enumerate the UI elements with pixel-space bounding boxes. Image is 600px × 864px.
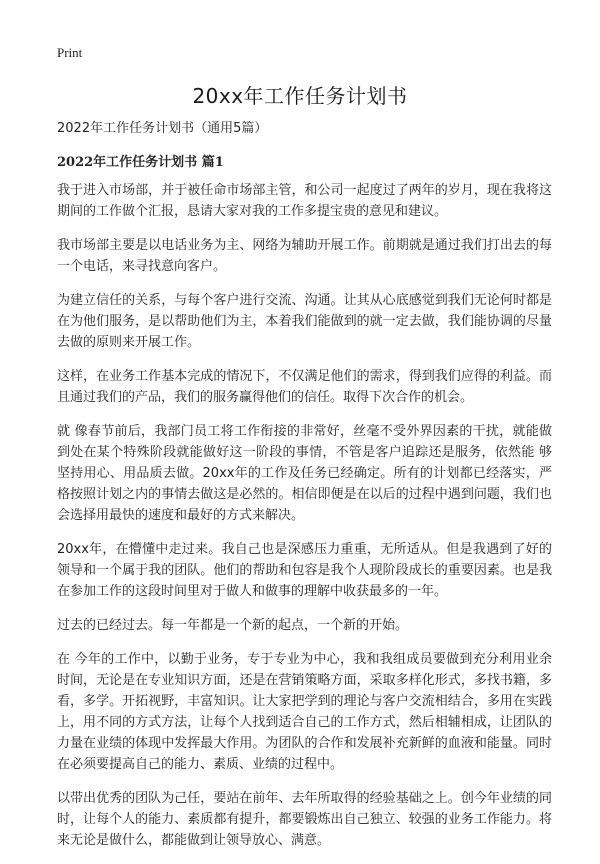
paragraph: 我于进入市场部，并于被任命市场部主管，和公司一起度过了两年的岁月，现在我将这期间的工作做个汇报，恳请大家对我的工作多提宝贵的意见和建议。 bbox=[57, 183, 552, 219]
paragraph: 20xx年，在懵懂中走过来。我自己也是深感压力重重，无所适从。但是我遇到了好的领导和一个属于我的团队。他们的帮助和包容是我个人现阶段成长的重要因素。也是我在参加工作的这段时间里对于做人和做事的理解中收获最多的一年。 bbox=[57, 542, 552, 599]
paragraph: 过去的已经过去。每一年都是一个新的起点，一个新的开始。 bbox=[57, 618, 409, 633]
section-heading: 2022年工作任务计划书 篇1 bbox=[57, 155, 224, 170]
document-subtitle: 2022年工作任务计划书（通用5篇） bbox=[57, 121, 268, 136]
paragraph: 这样，在业务工作基本完成的情况下，不仅满足他们的需求，得到我们应得的利益。而且通过我们的产品，我们的服务赢得他们的信任。取得下次合作的机会。 bbox=[57, 369, 552, 405]
paragraph: 就 像春节前后，我部门员工将工作衔接的非常好，丝毫不受外界因素的干扰，就能做到处在某个特殊阶段就能做好这一阶段的事情，不管是客户追踪还是服务，依然能 够坚持用心、用品质去做。20xx年的工作及任务已经确定。所有的计划都已经落实，严格按照计划之内的事情去做这是必然的。相信即便是在以后的过程中遇到问题，我们也会选择用最快的速度和最好的方式来解决。 bbox=[57, 424, 552, 523]
document-title: 20xx年工作任务计划书 bbox=[192, 84, 408, 108]
paragraph: 在 今年的工作中，以勤于业务，专于专业为中心，我和我组成员要做到充分利用业余时间，无论是在专业知识方面，还是在营销策略方面，采取多样化形式，多找书籍，多看，多学。开拓视野，丰富知识。让大家把学到的理论与客户交流相结合，多用在实践上，用不同的方式方法，让每个人找到适合自己的工作方式，然后相辅相成，让团队的力量在业绩的体现中发挥最大作用。为团队的合作和发展补充新鲜的血液和能量。同时在必须要提高自己的能力、素质、业绩的过程中。 bbox=[57, 652, 552, 772]
document-body bbox=[57, 120, 552, 864]
paragraph: 为建立信任的关系，与每个客户进行交流、沟通。让其从心底感觉到我们无论何时都是在为他们服务，是以帮助他们为主，本着我们能做到的就一定去做，我们能协调的尽量去做的原则来开展工作。 bbox=[57, 293, 552, 350]
paragraph: 我市场部主要是以电话业务为主、网络为辅助开展工作。前期就是通过我们打出去的每一个电话，来寻找意向客户。 bbox=[57, 238, 552, 274]
paragraph: 以带出优秀的团队为己任，要站在前年、去年所取得的经验基础之上。创今年业绩的同时，让每个人的能力、素质都有提升，都要锻炼出自己独立、较强的业务工作能力。将来无论是做什么，都能做到让领导放心、满意。 bbox=[57, 791, 552, 848]
print-link[interactable]: Print bbox=[57, 45, 83, 60]
